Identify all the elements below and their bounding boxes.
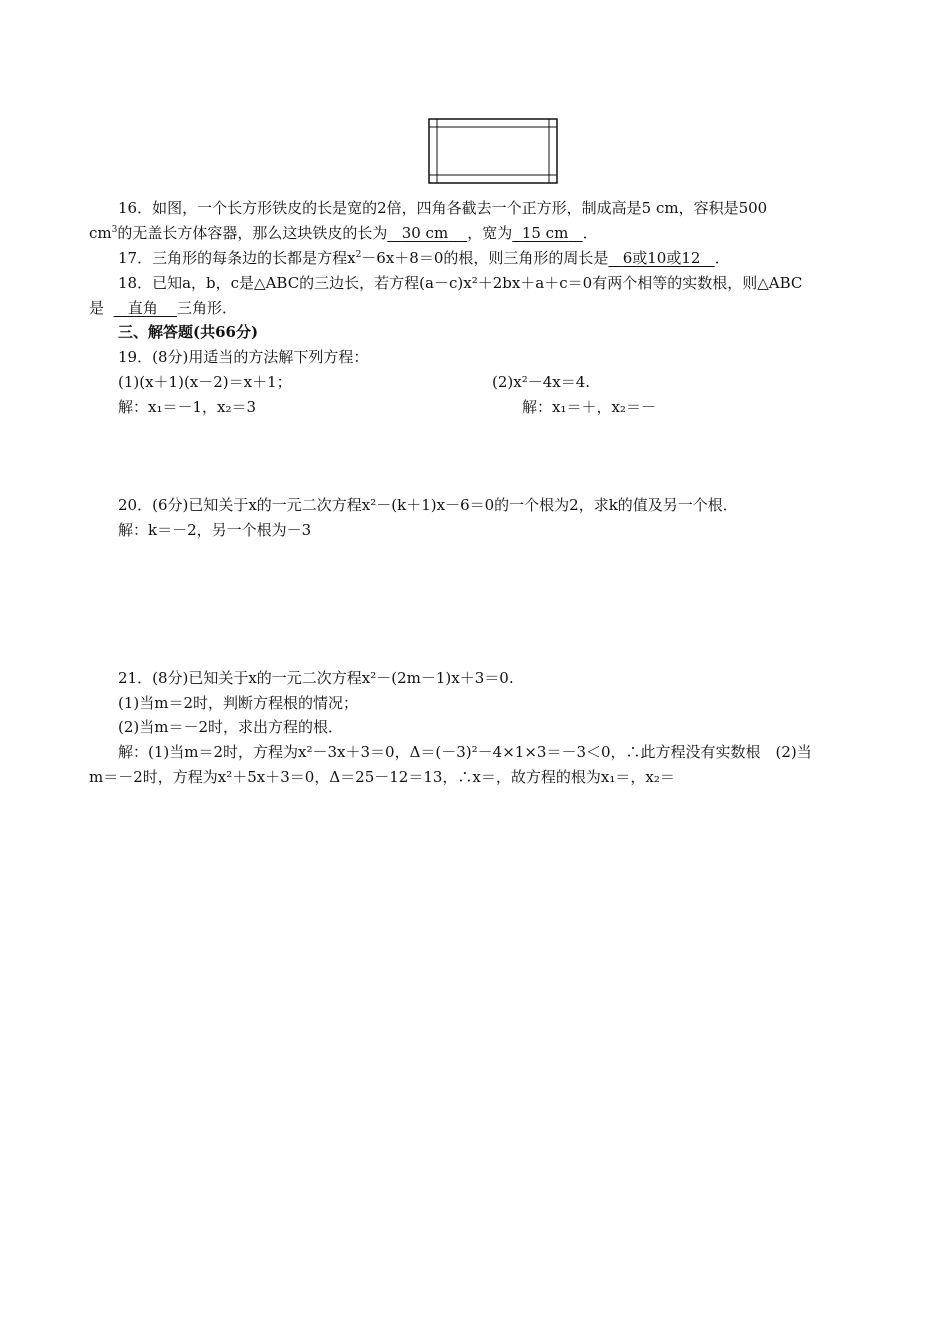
q19-part1: (1)(x＋1)(x－2)＝x＋1； <box>118 373 292 391</box>
q16-unit-sup: 3 <box>111 225 118 235</box>
q16-period: ． <box>582 224 598 242</box>
q19-solution2: 解：x₁＝＋，x₂＝－ <box>522 398 656 416</box>
q17-text-b: －6x＋8＝0的根，则三角形的周长是 <box>361 249 609 267</box>
q18-text-a: 是 <box>89 299 105 317</box>
q21-stem: 21．(8分)已知关于x的一元二次方程x²－(2m－1)x＋3＝0. <box>118 669 514 687</box>
q19-part2: (2)x²－4x＝4. <box>492 373 591 391</box>
q16-answer-width: 15 cm <box>521 224 569 242</box>
q16-line2 <box>89 223 598 243</box>
q16-unit: cm <box>89 224 112 242</box>
q16-answer-length: 30 cm <box>401 224 449 242</box>
q18-answer: 直角 <box>127 299 158 317</box>
q21-solution-line1: 解：(1)当m＝2时，方程为x²－3x＋3＝0，Δ＝(－3)²－4×1×3＝－3＜0，∴此方程没有实数根 (2)当 <box>118 743 812 761</box>
q16-text: 的无盖长方体容器，那么这块铁皮的长为 <box>117 224 388 242</box>
q17-period: ． <box>714 249 730 267</box>
q21-part2: (2)当m＝－2时，求出方程的根． <box>118 718 344 736</box>
q21-solution-line2: m＝－2时，方程为x²＋5x＋3＝0，Δ＝25－12＝13，∴x＝，故方程的根为x₁＝，x₂＝ <box>89 768 675 786</box>
q16-text-width: ，宽为 <box>467 224 513 242</box>
q17-text-a: 17．三角形的每条边的长都是方程x <box>118 249 356 267</box>
q18-line2 <box>89 298 237 318</box>
q19-solution1: 解：x₁＝－1，x₂＝3 <box>118 398 257 416</box>
iron-sheet-figure <box>428 118 558 184</box>
q17-answer: 6或10或12 <box>622 249 701 267</box>
q20-stem: 20．(6分)已知关于x的一元二次方程x²－(k＋1)x－6＝0的一个根为2，求k的值及另一个根． <box>118 496 738 514</box>
q18-line1: 18．已知a，b，c是△ABC的三边长，若方程(a－c)x²＋2bx＋a＋c＝0有两个相等的实数根，则△ABC <box>118 274 803 292</box>
q16-line1: 16．如图，一个长方形铁皮的长是宽的2倍，四角各截去一个正方形，制成高是5 cm，容积是500 <box>118 199 768 217</box>
section-title: 三、解答题(共66分) <box>118 323 259 341</box>
q17-line <box>118 248 730 268</box>
q18-text-b: 三角形． <box>176 299 237 317</box>
q19-stem: 19．(8分)用适当的方法解下列方程： <box>118 348 369 366</box>
q20-solution: 解：k＝－2，另一个根为－3 <box>118 521 312 539</box>
q17-sup: 2 <box>355 250 362 260</box>
q21-part1: (1)当m＝2时，判断方程根的情况； <box>118 694 359 712</box>
